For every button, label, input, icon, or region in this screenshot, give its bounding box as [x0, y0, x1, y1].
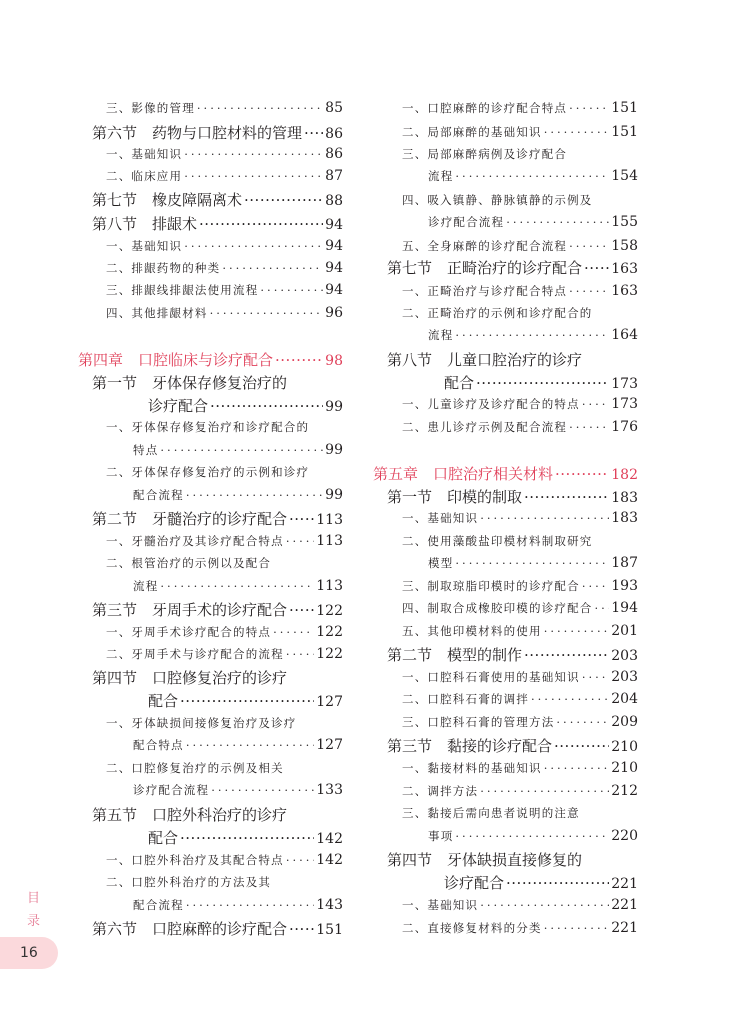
toc-entry-title: 二、直接修复材料的分类	[402, 921, 542, 935]
toc-subsection-entry[interactable]	[402, 238, 638, 254]
toc-leader-dots	[524, 488, 609, 506]
toc-leader-dots	[506, 215, 609, 229]
toc-leader-dots	[210, 306, 324, 320]
toc-entry-title: 一、口腔外科治疗及其配合特点	[106, 853, 284, 867]
toc-leader-dots	[506, 874, 609, 892]
toc-page-number: 94	[325, 238, 343, 254]
toc-entry-title: 诊疗配合流程	[133, 783, 210, 797]
side-label-mu: 目	[27, 891, 41, 906]
toc-subsection-entry[interactable]	[402, 396, 638, 412]
toc-page-number: 113	[316, 578, 343, 594]
toc-entry-title: 第四章 口腔临床与诊疗配合	[78, 351, 274, 369]
toc-entry-title: 流程	[428, 328, 454, 342]
toc-page-number: 194	[611, 600, 638, 616]
toc-leader-dots	[476, 374, 609, 392]
toc-page-number: 163	[611, 283, 638, 299]
toc-leader-dots	[480, 898, 609, 912]
toc-leader-dots	[455, 556, 609, 570]
toc-page-number: 85	[325, 100, 343, 116]
toc-page-number: 210	[611, 760, 638, 776]
toc-leader-dots	[582, 579, 609, 593]
toc-subsection-entry[interactable]	[428, 828, 638, 844]
toc-subsection-entry[interactable]	[428, 214, 638, 230]
toc-entry-title-line: 一、牙体缺损间接修复治疗及诊疗	[106, 716, 297, 730]
toc-page-number: 183	[611, 510, 638, 526]
toc-page-number: 173	[611, 376, 638, 392]
toc-entry-title-line: 第八节 儿童口腔治疗的诊疗	[387, 351, 583, 369]
toc-leader-dots	[569, 101, 609, 115]
toc-subsection-entry[interactable]	[428, 555, 638, 571]
toc-leader-dots	[184, 239, 323, 253]
toc-entry-title: 第三节 黏接的诊疗配合	[387, 737, 553, 755]
toc-leader-dots	[544, 125, 610, 139]
toc-entry-title: 配合	[444, 374, 475, 392]
toc-subsection-entry[interactable]	[402, 691, 638, 707]
toc-page-number: 221	[611, 920, 638, 936]
toc-entry-title: 三、口腔科石膏的管理方法	[402, 715, 555, 729]
toc-entry-title: 流程	[428, 169, 454, 183]
toc-page-number: 133	[316, 782, 343, 798]
toc-chapter-entry[interactable]	[78, 349, 343, 370]
toc-leader-dots	[555, 465, 609, 483]
toc-leader-dots	[211, 783, 314, 797]
toc-page-number: 158	[611, 238, 638, 254]
toc-page-number: 86	[325, 126, 343, 142]
toc-leader-dots	[275, 351, 323, 369]
toc-entry-title: 一、正畸治疗与诊疗配合特点	[402, 284, 568, 298]
toc-leader-dots	[455, 328, 609, 342]
toc-leader-dots	[556, 715, 609, 729]
toc-page-number: 122	[316, 624, 343, 640]
toc-page-number: 151	[611, 100, 638, 116]
toc-page-number: 142	[316, 831, 343, 847]
toc-leader-dots	[544, 921, 610, 935]
toc-leader-dots	[554, 737, 609, 755]
toc-leader-dots	[186, 488, 323, 502]
toc-entry-title: 配合流程	[133, 488, 184, 502]
toc-page-number: 151	[611, 124, 638, 140]
toc-page-number: 94	[325, 217, 343, 233]
toc-page-number: 183	[611, 490, 638, 506]
toc-leader-dots	[569, 239, 609, 253]
toc-entry-title: 三、影像的管理	[106, 101, 195, 115]
toc-section-entry[interactable]	[148, 827, 343, 848]
toc-leader-dots	[569, 284, 609, 298]
toc-leader-dots	[260, 283, 323, 297]
toc-entry-title: 配合	[148, 829, 179, 847]
toc-page-number: 204	[611, 691, 638, 707]
toc-leader-dots	[289, 920, 314, 938]
toc-entry-title: 配合流程	[133, 898, 184, 912]
toc-leader-dots	[544, 624, 610, 638]
toc-entry-title-line: 第四节 牙体缺损直接修复的	[387, 851, 583, 869]
toc-leader-dots	[595, 601, 610, 615]
toc-entry-title-line: 二、根管治疗的示例以及配合	[106, 556, 272, 570]
toc-entry-title: 第二节 模型的制作	[387, 646, 523, 664]
toc-subsection-entry[interactable]	[106, 100, 343, 116]
toc-section-entry[interactable]	[387, 486, 638, 507]
toc-subsection-entry[interactable]	[106, 852, 343, 868]
toc-subsection-entry[interactable]	[428, 168, 638, 184]
toc-page-number: 164	[611, 327, 638, 343]
toc-section-entry[interactable]	[387, 735, 638, 756]
toc-leader-dots	[582, 670, 609, 684]
toc-entry-title: 一、黏接材料的基础知识	[402, 761, 542, 775]
toc-page-number: 173	[611, 396, 638, 412]
toc-leader-dots	[286, 534, 314, 548]
toc-page-number: 122	[316, 603, 343, 619]
toc-subsection-entry[interactable]	[402, 283, 638, 299]
toc-entry-title: 一、基础知识	[106, 239, 183, 253]
toc-page-number: 193	[611, 578, 638, 594]
toc-subsection-entry[interactable]	[133, 782, 343, 798]
toc-subsection-entry[interactable]	[402, 897, 638, 913]
toc-leader-dots	[160, 443, 323, 457]
toc-leader-dots	[286, 853, 314, 867]
toc-subsection-entry[interactable]	[106, 146, 343, 162]
toc-page-number: 212	[611, 783, 638, 799]
toc-leader-dots	[455, 169, 609, 183]
toc-leader-dots	[582, 397, 609, 411]
toc-subsection-entry[interactable]	[402, 100, 638, 116]
toc-subsection-entry[interactable]	[402, 669, 638, 685]
toc-entry-title: 五、其他印模材料的使用	[402, 624, 542, 638]
toc-entry-title: 第二节 牙髓治疗的诊疗配合	[92, 510, 288, 528]
toc-leader-dots	[222, 261, 323, 275]
toc-entry-title: 第五章 口腔治疗相关材料	[373, 465, 554, 483]
toc-entry-title: 第八节 排龈术	[92, 215, 198, 233]
toc-subsection-entry[interactable]	[106, 533, 343, 549]
toc-entry-title: 诊疗配合	[444, 874, 505, 892]
toc-subsection-entry[interactable]	[106, 624, 343, 640]
toc-section-entry[interactable]	[92, 189, 343, 210]
toc-leader-dots	[186, 738, 314, 752]
toc-leader-dots	[524, 646, 609, 664]
toc-page-number: 99	[325, 487, 343, 503]
toc-chapter-entry[interactable]	[373, 463, 638, 484]
toc-leader-dots	[480, 784, 609, 798]
toc-page-number: 176	[611, 419, 638, 435]
toc-leader-dots	[197, 101, 323, 115]
toc-subsection-entry[interactable]	[402, 714, 638, 730]
toc-subsection-entry[interactable]	[106, 238, 343, 254]
toc-page-number: 87	[325, 168, 343, 184]
toc-leader-dots	[569, 420, 609, 434]
toc-page-number: 220	[611, 828, 638, 844]
toc-page-number: 127	[316, 694, 343, 710]
toc-section-entry[interactable]	[92, 599, 343, 620]
toc-page-number: 88	[325, 193, 343, 209]
toc-entry-title: 配合	[148, 692, 179, 710]
toc-entry-title: 二、患儿诊疗示例及配合流程	[402, 420, 568, 434]
toc-subsection-entry[interactable]	[428, 327, 638, 343]
toc-leader-dots	[304, 124, 323, 142]
toc-leader-dots	[584, 259, 609, 277]
toc-page-number: 142	[316, 852, 343, 868]
toc-entry-title: 模型	[428, 556, 454, 570]
toc-entry-title: 第七节 橡皮障隔离术	[92, 191, 243, 209]
toc-page-number: 187	[611, 555, 638, 571]
toc-subsection-entry[interactable]	[133, 737, 343, 753]
toc-page-number: 98	[325, 353, 343, 369]
toc-leader-dots	[199, 215, 323, 233]
toc-entry-title-line: 二、口腔修复治疗的示例及相关	[106, 761, 284, 775]
toc-leader-dots	[289, 510, 314, 528]
toc-entry-title: 二、临床应用	[106, 169, 183, 183]
toc-entry-title: 一、基础知识	[106, 147, 183, 161]
toc-leader-dots	[286, 647, 314, 661]
toc-page-number: 155	[611, 214, 638, 230]
toc-leader-dots	[180, 692, 314, 710]
toc-section-entry[interactable]	[92, 918, 343, 939]
toc-section-entry[interactable]	[92, 213, 343, 234]
toc-entry-title: 一、儿童诊疗及诊疗配合的特点	[402, 397, 580, 411]
toc-section-entry[interactable]	[92, 508, 343, 529]
toc-entry-title-line: 三、局部麻醉病例及诊疗配合	[402, 147, 568, 161]
toc-subsection-entry[interactable]	[402, 783, 638, 799]
page-number: 16	[20, 945, 38, 961]
toc-entry-title: 第七节 正畸治疗的诊疗配合	[387, 259, 583, 277]
toc-page-number: 221	[611, 876, 638, 892]
toc-page-number: 154	[611, 168, 638, 184]
toc-section-entry[interactable]	[444, 872, 638, 893]
toc-entry-title: 第六节 药物与口腔材料的管理	[92, 124, 303, 142]
toc-subsection-entry[interactable]	[133, 487, 343, 503]
toc-leader-dots	[210, 397, 323, 415]
toc-subsection-entry[interactable]	[402, 124, 638, 140]
toc-entry-title-line: 二、正畸治疗的示例和诊疗配合的	[402, 306, 593, 320]
toc-entry-title: 三、排龈线排龈法使用流程	[106, 283, 259, 297]
toc-entry-title-line: 第五节 口腔外科治疗的诊疗	[92, 806, 288, 824]
toc-page-number: 203	[611, 648, 638, 664]
toc-subsection-entry[interactable]	[402, 578, 638, 594]
toc-leader-dots	[480, 511, 609, 525]
toc-entry-title: 一、牙髓治疗及其诊疗配合特点	[106, 534, 284, 548]
toc-section-entry[interactable]	[148, 690, 343, 711]
toc-leader-dots	[289, 601, 314, 619]
toc-leader-dots	[244, 191, 323, 209]
toc-section-entry[interactable]	[387, 644, 638, 665]
toc-page-number: 201	[611, 623, 638, 639]
toc-page-number: 182	[611, 467, 638, 483]
toc-entry-title-line: 二、口腔外科治疗的方法及其	[106, 875, 272, 889]
toc-section-entry[interactable]	[444, 372, 638, 393]
toc-entry-title: 一、口腔科石膏使用的基础知识	[402, 670, 580, 684]
toc-page-number: 94	[325, 260, 343, 276]
toc-page-number: 99	[325, 442, 343, 458]
toc-subsection-entry[interactable]	[106, 646, 343, 662]
toc-page-number: 127	[316, 737, 343, 753]
toc-entry-title: 第三节 牙周手术的诊疗配合	[92, 601, 288, 619]
toc-subsection-entry[interactable]	[402, 760, 638, 776]
toc-page-number: 163	[611, 261, 638, 277]
toc-subsection-entry[interactable]	[106, 260, 343, 276]
toc-subsection-entry[interactable]	[133, 578, 343, 594]
toc-entry-title: 二、局部麻醉的基础知识	[402, 125, 542, 139]
toc-entry-title: 事项	[428, 829, 454, 843]
toc-leader-dots	[273, 625, 314, 639]
toc-leader-dots	[455, 829, 609, 843]
toc-page-number: 99	[325, 399, 343, 415]
toc-leader-dots	[186, 898, 314, 912]
toc-leader-dots	[531, 692, 609, 706]
toc-leader-dots	[160, 579, 314, 593]
toc-leader-dots	[544, 761, 610, 775]
toc-entry-title: 四、其他排龈材料	[106, 306, 208, 320]
toc-subsection-entry[interactable]	[106, 282, 343, 298]
toc-entry-title: 四、制取合成橡胶印模的诊疗配合	[402, 601, 593, 615]
toc-subsection-entry[interactable]	[402, 623, 638, 639]
toc-leader-dots	[184, 147, 323, 161]
toc-page-number: 86	[325, 146, 343, 162]
toc-entry-title: 五、全身麻醉的诊疗配合流程	[402, 239, 568, 253]
toc-section-entry[interactable]	[92, 122, 343, 143]
toc-entry-title-line: 第四节 口腔修复治疗的诊疗	[92, 669, 288, 687]
toc-page-number: 94	[325, 282, 343, 298]
toc-subsection-entry[interactable]	[133, 442, 343, 458]
toc-entry-title: 特点	[133, 443, 159, 457]
toc-page-number: 122	[316, 646, 343, 662]
toc-entry-title: 诊疗配合流程	[428, 215, 505, 229]
toc-subsection-entry[interactable]	[402, 920, 638, 936]
toc-entry-title-line: 二、牙体保存修复治疗的示例和诊疗	[106, 465, 310, 479]
toc-entry-title: 一、基础知识	[402, 898, 479, 912]
toc-page-number: 143	[316, 897, 343, 913]
toc-page-number: 113	[316, 512, 343, 528]
toc-subsection-entry[interactable]	[402, 419, 638, 435]
toc-entry-title-line: 一、牙体保存修复治疗和诊疗配合的	[106, 420, 310, 434]
toc-section-entry[interactable]	[387, 257, 638, 278]
toc-page-number: 209	[611, 714, 638, 730]
side-label-lu: 录	[27, 914, 41, 929]
toc-page-number: 96	[325, 305, 343, 321]
toc-entry-title: 一、牙周手术诊疗配合的特点	[106, 625, 272, 639]
toc-leader-dots	[184, 169, 323, 183]
toc-page-number: 113	[316, 533, 343, 549]
toc-subsection-entry[interactable]	[402, 600, 638, 616]
toc-section-entry[interactable]	[148, 395, 343, 416]
toc-entry-title-line: 四、吸入镇静、静脉镇静的示例及	[402, 193, 593, 207]
toc-subsection-entry[interactable]	[402, 510, 638, 526]
toc-subsection-entry[interactable]	[106, 168, 343, 184]
toc-page-number: 221	[611, 897, 638, 913]
toc-entry-title-line: 三、黏接后需向患者说明的注意	[402, 806, 580, 820]
page-number-tab	[0, 937, 58, 969]
toc-entry-title: 二、牙周手术与诊疗配合的流程	[106, 647, 284, 661]
toc-entry-title: 一、基础知识	[402, 511, 479, 525]
toc-entry-title: 三、制取琼脂印模时的诊疗配合	[402, 579, 580, 593]
toc-page-number: 151	[316, 922, 343, 938]
toc-entry-title: 配合特点	[133, 738, 184, 752]
toc-subsection-entry[interactable]	[106, 305, 343, 321]
toc-entry-title-line: 二、使用藻酸盐印模材料制取研究	[402, 534, 593, 548]
toc-leader-dots	[180, 829, 314, 847]
toc-entry-title: 二、排龈药物的种类	[106, 261, 221, 275]
toc-entry-title: 诊疗配合	[148, 397, 209, 415]
toc-entry-title: 第六节 口腔麻醉的诊疗配合	[92, 920, 288, 938]
toc-entry-title: 一、口腔麻醉的诊疗配合特点	[402, 101, 568, 115]
toc-entry-title: 第一节 印模的制取	[387, 488, 523, 506]
toc-page-number: 203	[611, 669, 638, 685]
toc-subsection-entry[interactable]	[133, 897, 343, 913]
toc-entry-title: 流程	[133, 579, 159, 593]
toc-entry-title: 二、调拌方法	[402, 784, 479, 798]
toc-entry-title-line: 第一节 牙体保存修复治疗的	[92, 374, 288, 392]
toc-page-number: 210	[611, 739, 638, 755]
toc-entry-title: 二、口腔科石膏的调拌	[402, 692, 529, 706]
